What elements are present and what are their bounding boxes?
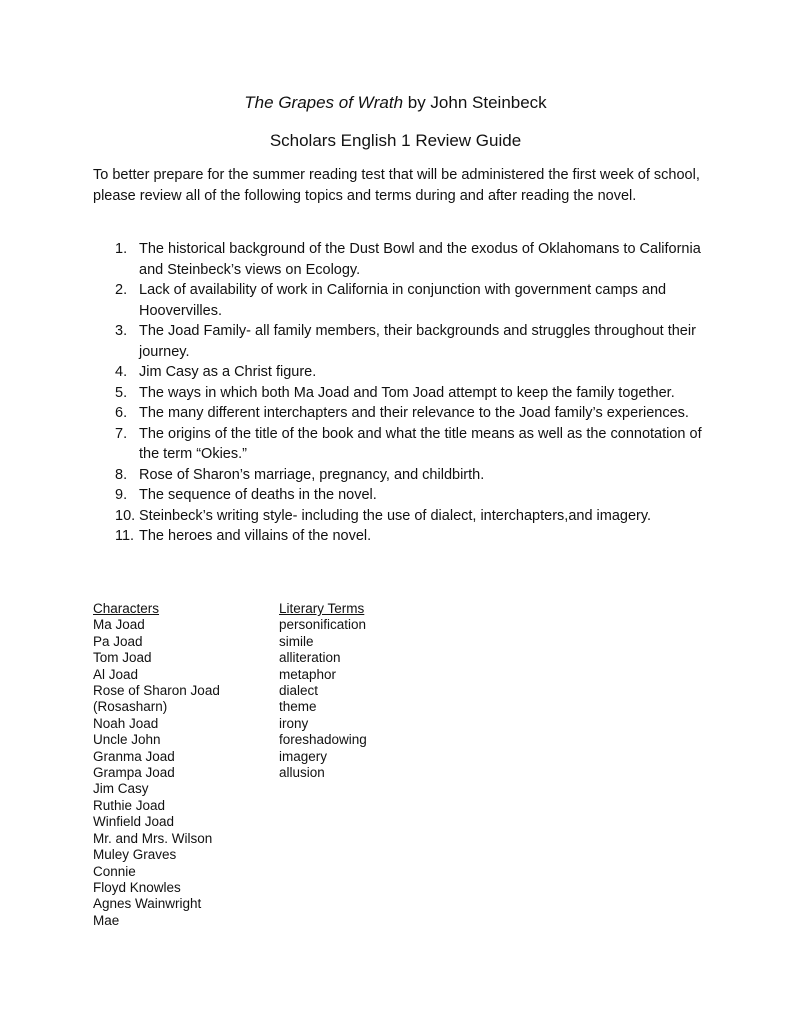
topic-text: Rose of Sharon’s marriage, pregnancy, and childbirth.: [139, 466, 485, 483]
character-name: Pa Joad: [93, 633, 143, 649]
topic-text: Jim Casy as a Christ figure.: [139, 364, 317, 380]
topic-number: 6.: [115, 405, 128, 421]
topic-number: 9.: [115, 487, 128, 503]
topic-item: [93, 465, 713, 486]
topic-number: 4.: [115, 364, 128, 380]
character-name: Mae: [93, 912, 120, 928]
topic-number: 8.: [115, 466, 128, 483]
character-name: Ma Joad: [93, 617, 145, 633]
character-name: Noah Joad: [93, 715, 159, 731]
character-name: Uncle John: [93, 732, 161, 748]
topic-text: The heroes and villains of the novel.: [139, 528, 372, 544]
document-title: [0, 92, 791, 114]
character-name: Muley Graves: [93, 847, 177, 863]
topic-number: 7.: [115, 425, 128, 442]
topic-text: The ways in which both Ma Joad and Tom Joad attempt to keep the family together.: [139, 384, 675, 401]
character-name: Connie: [93, 863, 136, 879]
topic-item: [93, 403, 713, 424]
topic-item: [93, 383, 713, 404]
topic-text: The Joad Family- all family members, their backgrounds and struggles throughout their journey.: [139, 323, 696, 360]
topic-number: 2.: [115, 282, 128, 298]
topic-number: 10.: [115, 507, 136, 524]
literary-term: dialect: [279, 683, 319, 699]
topic-number: 5.: [115, 384, 128, 401]
character-name: Mr. and Mrs. Wilson: [93, 830, 213, 846]
characters-heading: Characters: [93, 601, 160, 616]
topic-number: 11.: [115, 528, 135, 544]
topic-number: 1.: [115, 241, 128, 257]
topic-item: [93, 239, 713, 280]
topic-text: The origins of the title of the book and what the title means as well as the connotation of the term “Okies.”: [139, 425, 702, 462]
character-name: Jim Casy: [93, 781, 149, 797]
character-name: Ruthie Joad: [93, 797, 166, 813]
topic-item: [93, 280, 713, 321]
character-name: Granma Joad: [93, 748, 175, 764]
topic-text: Lack of availability of work in California in conjunction with government camps and Hoovervilles.: [139, 282, 667, 319]
literary-term: simile: [279, 633, 314, 649]
topic-item: [93, 485, 713, 506]
character-name: Grampa Joad: [93, 765, 175, 781]
topic-text: The historical background of the Dust Bowl and the exodus of Oklahomans to California and Steinbeck’s views on Ecology.: [139, 241, 701, 278]
topic-item: [93, 506, 713, 527]
literary-term: alliteration: [279, 650, 341, 666]
topic-item: [93, 424, 713, 465]
literary-term: metaphor: [279, 666, 337, 682]
document-subtitle: Scholars English 1 Review Guide: [269, 131, 522, 150]
literary-term: irony: [279, 715, 309, 731]
literary-terms-heading: Literary Terms: [279, 601, 365, 616]
character-name: (Rosasharn): [93, 699, 168, 715]
literary-terms-column: [279, 601, 367, 781]
topic-item: [93, 321, 713, 362]
intro-paragraph: To better prepare for the summer reading test that will be administered the first week of school, please review all of the following topics and terms during and after reading the novel.: [93, 167, 700, 204]
author-line: by John Steinbeck: [403, 93, 547, 112]
character-name: Winfield Joad: [93, 814, 175, 830]
topic-item: [93, 362, 713, 383]
character-name: Rose of Sharon Joad: [93, 683, 220, 699]
book-title: The Grapes of Wrath: [244, 93, 404, 112]
character-name: Floyd Knowles: [93, 879, 181, 895]
literary-term: imagery: [279, 748, 328, 764]
topic-item: [93, 526, 713, 547]
topic-text: The many different interchapters and their relevance to the Joad family’s experiences.: [139, 405, 689, 421]
character-name: Agnes Wainwright: [93, 896, 202, 912]
character-name: Al Joad: [93, 666, 139, 682]
character-name: Tom Joad: [93, 650, 152, 666]
literary-term: theme: [279, 699, 317, 715]
literary-term: allusion: [279, 765, 325, 781]
topic-text: The sequence of deaths in the novel.: [139, 487, 377, 503]
topics-list: [93, 239, 713, 547]
topic-number: 3.: [115, 323, 128, 339]
literary-term: personification: [279, 617, 367, 633]
topic-text: Steinbeck’s writing style- including the use of dialect, interchapters,and imagery.: [139, 507, 652, 524]
literary-term: foreshadowing: [279, 732, 367, 748]
characters-column: [93, 601, 220, 929]
